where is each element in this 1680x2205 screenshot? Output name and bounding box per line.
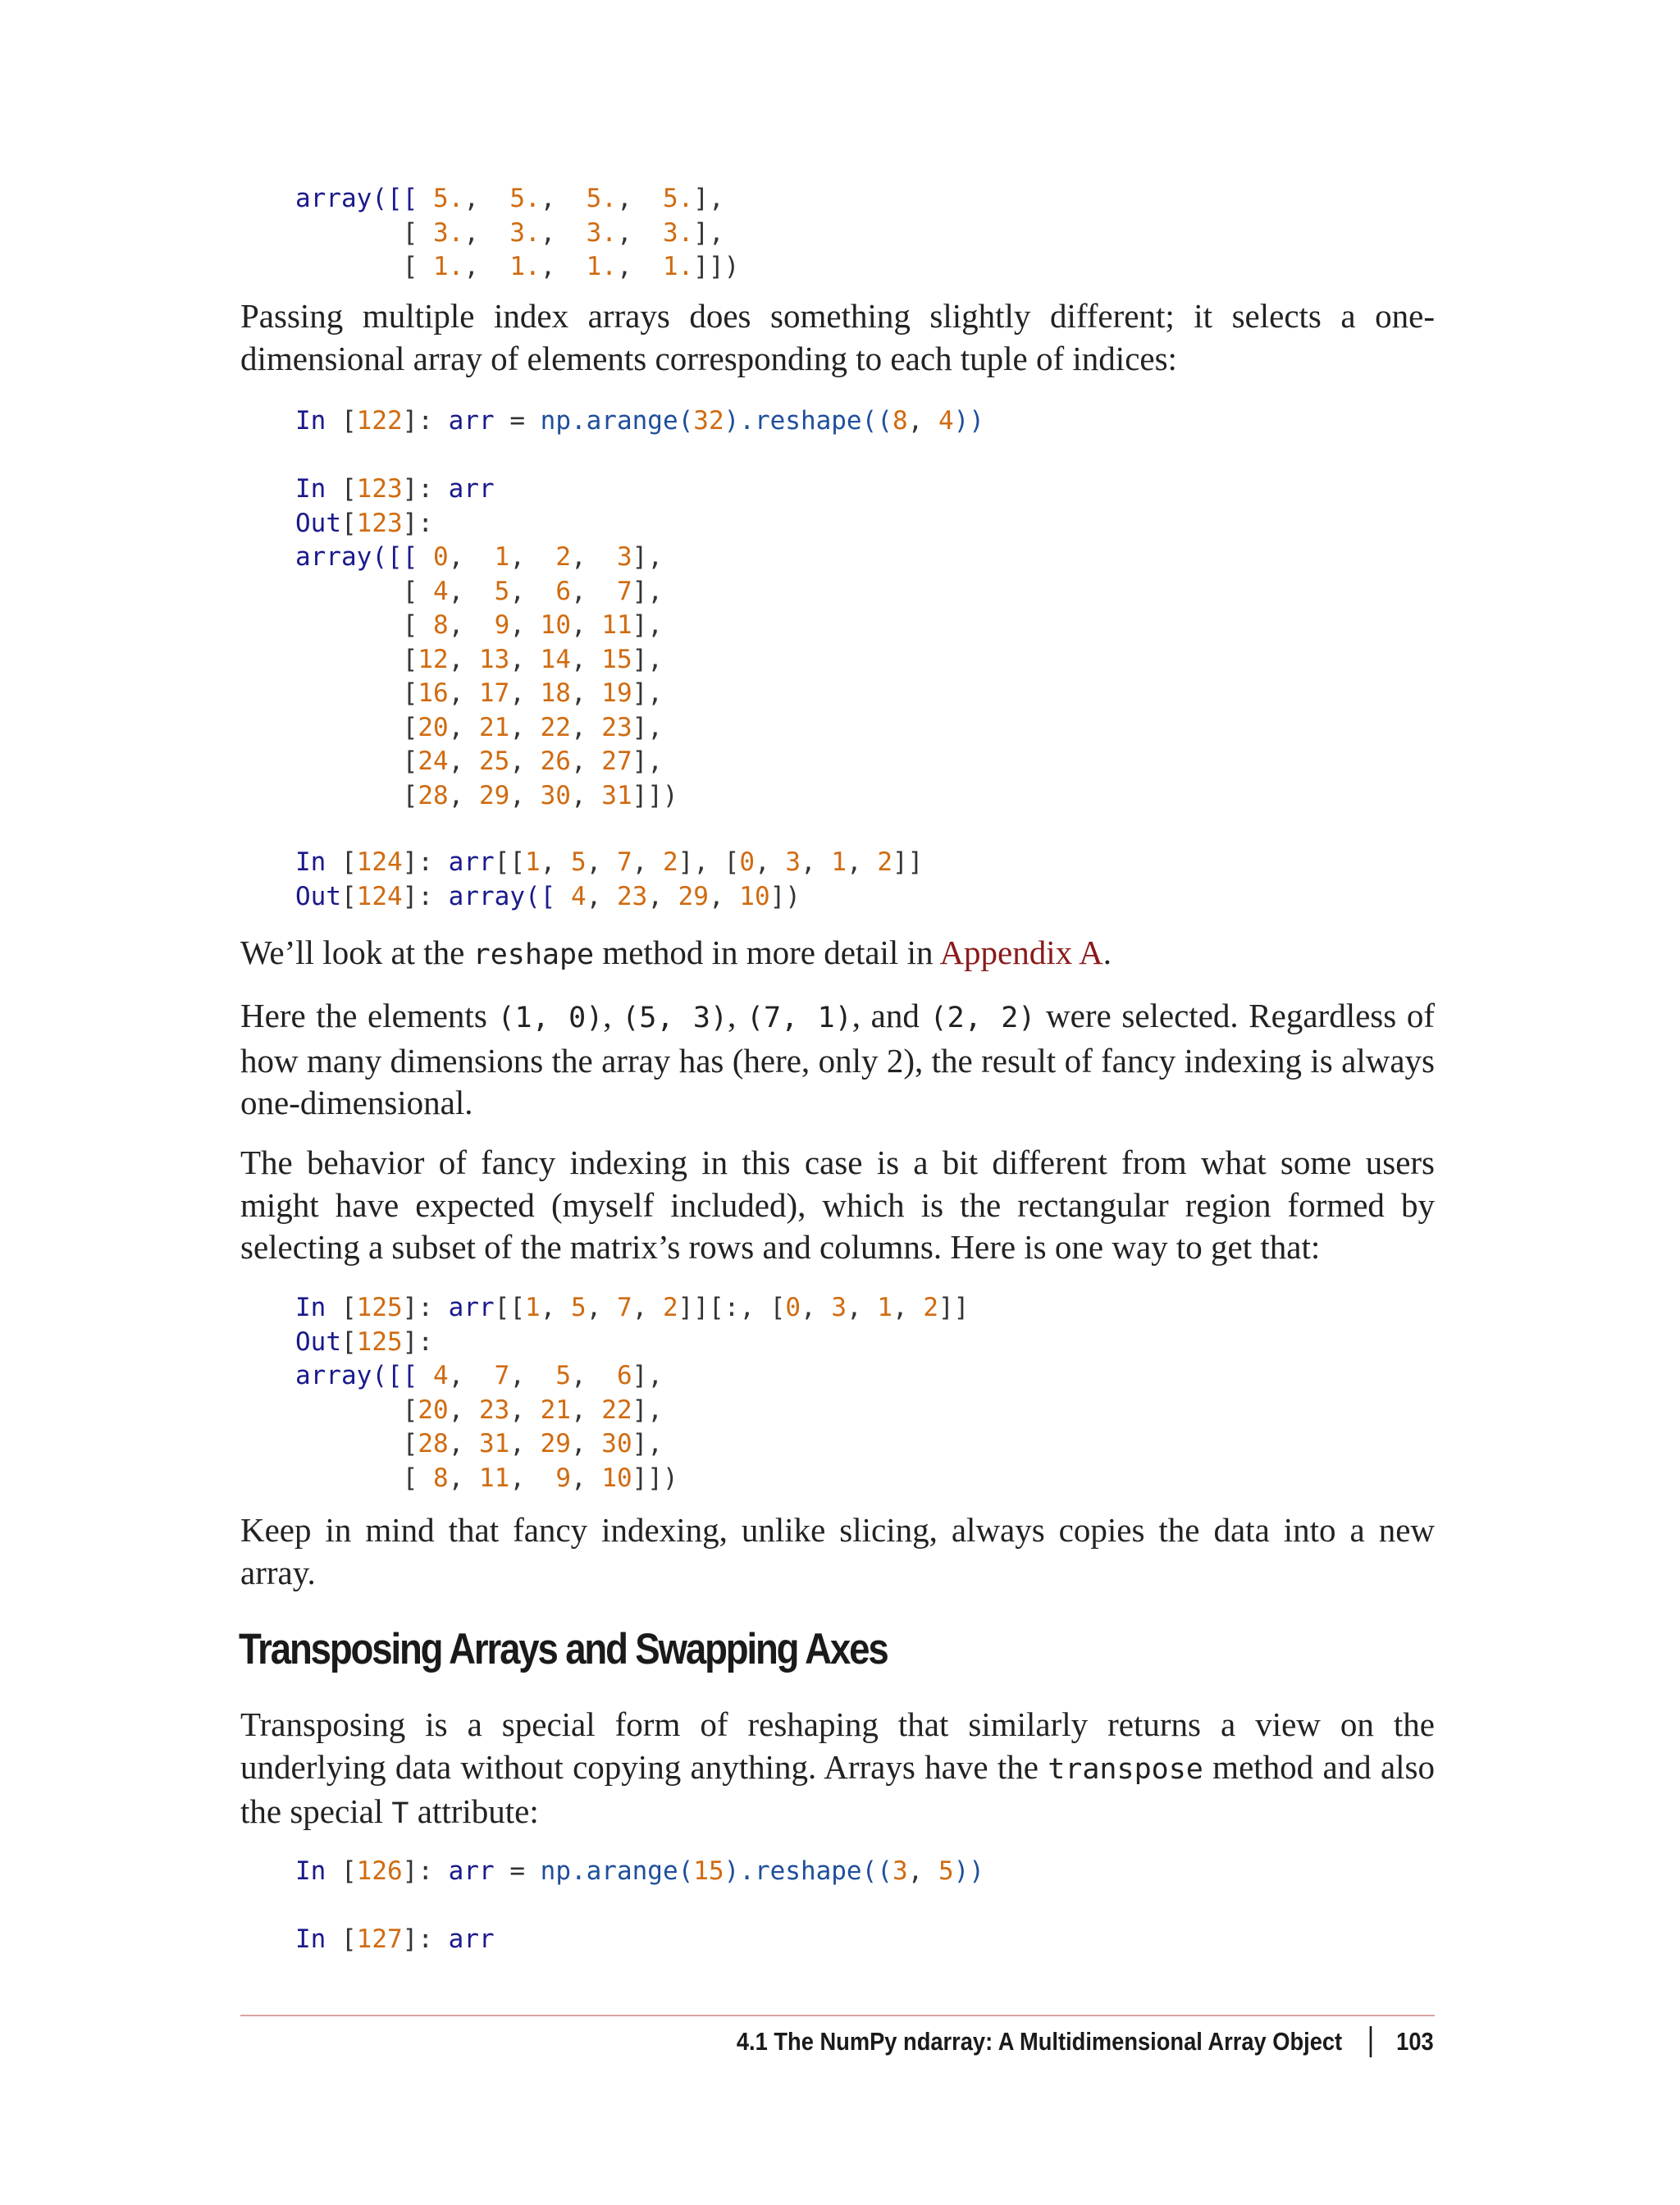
code-line <box>295 745 678 779</box>
code-token: , <box>755 847 786 877</box>
code-token: 122 <box>356 406 403 436</box>
code-token: , <box>448 780 479 810</box>
code-token: 11 <box>601 610 632 640</box>
code-token: ]: <box>402 1326 433 1357</box>
code-token: Out <box>295 881 341 911</box>
code-line <box>295 711 678 746</box>
code-token: ]] <box>892 847 924 877</box>
code-line <box>295 880 923 915</box>
code-token: , <box>509 780 541 810</box>
text-span: method in more detail in <box>594 934 940 971</box>
code-token: ]: <box>402 406 449 436</box>
code-block-in-123 <box>295 472 678 813</box>
code-token: 1. <box>662 252 694 281</box>
code-token: , <box>570 746 602 776</box>
code-token: arr <box>448 1924 495 1954</box>
code-token: , <box>632 1293 663 1322</box>
code-token: ]: <box>402 847 449 877</box>
code-token: 5 <box>571 1293 587 1322</box>
code-token: 5 <box>571 847 587 877</box>
code-token: 4 <box>432 576 449 606</box>
code-token: ]: <box>402 1293 449 1322</box>
code-token: arr <box>448 474 495 504</box>
code-token: 23 <box>601 712 632 742</box>
code-token: ]: <box>402 474 449 504</box>
code-token: 8 <box>432 1463 449 1493</box>
paragraph-fancy-indexing-behavior: The behavior of fancy indexing in this case is a bit different from what some users might have expected (myself included), which is the rectangular region formed by selecting a subset of the matrix’s rows and columns. Here is one way to get that: <box>240 1144 1435 1266</box>
code-token: ).reshape(( <box>724 1856 892 1886</box>
code-token: ], <box>632 576 663 606</box>
code-token: 3. <box>662 217 694 248</box>
code-token: np.arange( <box>540 1856 694 1886</box>
text-span: Here the elements <box>240 997 498 1034</box>
code-line <box>295 250 739 285</box>
code-token: 22 <box>540 712 571 742</box>
code-token: , <box>448 644 479 674</box>
code-token: , <box>616 184 663 213</box>
code-token: 28 <box>418 780 449 810</box>
code-token: 3 <box>892 1856 908 1886</box>
code-token: [ <box>341 847 357 877</box>
code-line <box>295 1291 969 1326</box>
code-token: , <box>586 847 617 877</box>
code-token: , <box>632 847 663 877</box>
code-token: 21 <box>478 712 510 742</box>
code-token: 1 <box>494 542 510 572</box>
code-token: 13 <box>478 644 510 674</box>
code-token: 22 <box>601 1395 632 1425</box>
code-token: 8 <box>432 610 449 640</box>
code-token: , <box>448 542 495 572</box>
code-token: [ <box>341 508 357 538</box>
code-token: , <box>448 1429 479 1459</box>
code-token: 15 <box>693 1856 724 1886</box>
code-token: [ <box>295 746 418 776</box>
code-token: 19 <box>601 678 632 708</box>
code-token: [ <box>341 881 357 911</box>
code-token: 12 <box>418 644 449 674</box>
code-token: ]][:, [ <box>678 1293 786 1322</box>
code-token: [ <box>341 406 357 436</box>
code-token: 0 <box>432 542 449 572</box>
code-token: ]) <box>769 881 801 911</box>
code-token: 1 <box>525 1293 541 1322</box>
code-line <box>295 1326 969 1360</box>
code-token: , <box>509 1429 541 1459</box>
code-token: 3 <box>617 542 632 572</box>
code-token: 3. <box>509 217 541 248</box>
code-token: arr <box>448 847 495 877</box>
code-token: , <box>801 847 832 877</box>
code-token: , <box>448 678 479 708</box>
code-block-in-127 <box>295 1923 495 1957</box>
code-token: ]: <box>402 1924 449 1954</box>
code-token: [ <box>295 576 433 606</box>
code-token: 1 <box>525 847 541 877</box>
text-span: , and <box>851 997 930 1034</box>
text-span: . <box>1102 934 1112 971</box>
appendix-a-link[interactable]: Appendix A <box>939 934 1103 971</box>
text-span: Transposing is a special form of reshaping that similarly returns a view on the underlying data without copying anything. Arrays have the <box>240 1705 1435 1786</box>
code-line <box>295 1923 495 1957</box>
paragraph-transposing <box>240 1704 1435 1836</box>
code-line <box>295 1427 969 1462</box>
code-token: , <box>509 576 556 606</box>
text-span: We’ll look at the <box>240 934 473 971</box>
code-token: 125 <box>356 1293 403 1322</box>
code-token: , <box>586 1293 617 1322</box>
code-token: ], <box>693 217 724 248</box>
code-token: , <box>540 847 571 877</box>
code-token: [ <box>295 1429 418 1459</box>
code-token: 26 <box>540 746 571 776</box>
code-token: ], <box>632 746 663 776</box>
code-token: , <box>847 1293 878 1322</box>
code-block-in-125 <box>295 1291 969 1495</box>
code-block-in-124 <box>295 846 923 914</box>
code-token: 2 <box>923 1293 938 1322</box>
code-token: array([[ <box>295 542 433 572</box>
code-token: 23 <box>616 881 648 911</box>
code-token: , <box>571 576 617 606</box>
code-token: 3 <box>831 1293 847 1322</box>
code-token: , <box>448 746 479 776</box>
code-token: , <box>570 678 602 708</box>
code-token: ], <box>632 644 663 674</box>
paragraph-elements-selected <box>240 995 1435 1125</box>
code-line <box>295 507 678 541</box>
code-line <box>295 541 678 575</box>
code-token: 127 <box>356 1924 403 1954</box>
code-token: , <box>801 1293 832 1322</box>
code-token: = <box>509 1856 541 1886</box>
code-line <box>295 609 678 643</box>
code-token: , <box>448 1463 479 1493</box>
code-token: , <box>509 542 556 572</box>
code-line <box>295 575 678 609</box>
code-token: , <box>448 576 495 606</box>
inline-code-tuple: (5, 3) <box>622 1002 728 1034</box>
code-token: ]: <box>402 1856 449 1886</box>
code-token: ], <box>693 184 724 213</box>
code-token: 23 <box>478 1395 510 1425</box>
code-token: 2 <box>555 542 571 572</box>
code-token: 7 <box>617 847 632 877</box>
code-token: ]]) <box>693 252 740 281</box>
code-token: ]] <box>938 1293 970 1322</box>
inline-code-tuple: (1, 0) <box>497 1002 604 1034</box>
code-token: 0 <box>739 847 755 877</box>
inline-code-tuple: (2, 2) <box>929 1002 1036 1034</box>
code-token: 5. <box>586 184 617 213</box>
inline-code-t: T <box>391 1797 409 1830</box>
code-token: ], <box>632 542 663 572</box>
code-line <box>295 779 678 814</box>
page-footer <box>737 2026 1434 2057</box>
code-token: , <box>570 1395 602 1425</box>
code-token: 1. <box>432 252 464 281</box>
text-span: attribute: <box>409 1792 539 1830</box>
code-token: [ <box>295 780 418 810</box>
code-token: 21 <box>540 1395 571 1425</box>
code-token: 126 <box>356 1856 403 1886</box>
code-token: [ <box>295 678 418 708</box>
code-token: 10 <box>601 1463 632 1493</box>
code-token: 20 <box>418 712 449 742</box>
code-token: , <box>570 712 602 742</box>
footer-section-title: 4.1 The NumPy ndarray: A Multidimensional Array Object <box>737 2027 1343 2056</box>
code-token: array([[ <box>295 184 433 213</box>
code-token: 4 <box>432 1361 449 1390</box>
code-token: 18 <box>540 678 571 708</box>
code-token: 27 <box>601 746 632 776</box>
code-token: 11 <box>478 1463 510 1493</box>
code-token: 125 <box>356 1326 403 1357</box>
code-token: ], <box>632 1361 663 1390</box>
code-token: , <box>463 184 510 213</box>
code-token: arr <box>448 1856 510 1886</box>
code-token: ).reshape(( <box>724 406 892 436</box>
code-token: 31 <box>601 780 632 810</box>
code-token: [ <box>341 1856 357 1886</box>
code-token: 1. <box>509 252 541 281</box>
code-token: [[ <box>494 847 525 877</box>
paragraph-fancy-indexing-copies: Keep in mind that fancy indexing, unlike slicing, always copies the data into a new array. <box>240 1511 1435 1591</box>
code-token: In <box>295 1924 341 1954</box>
code-token: 31 <box>478 1429 510 1459</box>
code-token: ]]) <box>632 1463 678 1493</box>
code-token: , <box>509 610 541 640</box>
code-token: [[ <box>494 1293 525 1322</box>
code-token: ]: <box>402 881 449 911</box>
code-token: , <box>463 217 510 248</box>
code-token: , <box>570 780 602 810</box>
code-token: In <box>295 1293 341 1322</box>
code-token: , <box>616 217 663 248</box>
code-token: , <box>570 644 602 674</box>
code-token: , <box>509 1361 556 1390</box>
code-token: 5. <box>509 184 541 213</box>
code-token: , <box>509 746 541 776</box>
code-token: 8 <box>892 406 908 436</box>
footer-separator <box>1370 2026 1372 2057</box>
code-token: )) <box>953 1856 984 1886</box>
inline-code-transpose: transpose <box>1048 1752 1203 1786</box>
code-token: 9 <box>555 1463 571 1493</box>
code-token: 4 <box>570 881 587 911</box>
code-token: 5 <box>938 1856 954 1886</box>
code-token: 4 <box>938 406 954 436</box>
inline-code-reshape: reshape <box>472 938 595 971</box>
code-token: 9 <box>494 610 510 640</box>
code-token: , <box>570 1429 602 1459</box>
code-token: ], <box>632 610 663 640</box>
code-token: 16 <box>418 678 449 708</box>
code-token: In <box>295 1856 341 1886</box>
code-token: [ <box>295 1463 433 1493</box>
code-token: , <box>571 1361 617 1390</box>
code-line <box>295 677 678 711</box>
code-token: , <box>892 1293 924 1322</box>
code-line <box>295 643 678 678</box>
inline-code-tuple: (7, 1) <box>746 1002 852 1034</box>
code-token: Out <box>295 508 341 538</box>
code-line <box>295 217 739 251</box>
code-token: 7 <box>617 576 632 606</box>
code-token: , <box>509 644 541 674</box>
footer-divider <box>240 2015 1435 2016</box>
code-token: In <box>295 406 341 436</box>
code-token: , <box>907 406 938 436</box>
code-token: [ <box>295 644 418 674</box>
code-token: [ <box>295 1395 418 1425</box>
code-line <box>295 846 923 880</box>
code-token: ], <box>632 678 663 708</box>
code-token: , <box>509 678 541 708</box>
code-token: [ <box>341 1924 357 1954</box>
code-token: )) <box>953 406 984 436</box>
code-token: 123 <box>356 508 403 538</box>
code-token: , <box>570 1463 602 1493</box>
code-token: 2 <box>663 847 678 877</box>
code-token: 28 <box>418 1429 449 1459</box>
code-token: , <box>448 712 479 742</box>
code-token: [ <box>341 1326 357 1357</box>
code-line <box>295 1359 969 1394</box>
code-token: arr <box>448 1293 495 1322</box>
code-token: , <box>540 217 587 248</box>
code-token: 20 <box>418 1395 449 1425</box>
code-token: 7 <box>494 1361 510 1390</box>
code-token: ], <box>632 712 663 742</box>
code-token: , <box>708 881 740 911</box>
code-token: 29 <box>678 881 709 911</box>
code-token: , <box>509 712 541 742</box>
code-token: , <box>847 847 878 877</box>
code-token: , <box>570 610 602 640</box>
code-token: , <box>448 1395 479 1425</box>
code-token: 5 <box>494 576 510 606</box>
code-token: [ <box>295 712 418 742</box>
code-token: , <box>448 1361 495 1390</box>
code-token: ], [ <box>678 847 740 877</box>
code-token: [ <box>341 474 357 504</box>
code-token: , <box>448 610 495 640</box>
code-token: In <box>295 847 341 877</box>
code-token: array([[ <box>295 1361 433 1390</box>
code-token: arr <box>448 406 510 436</box>
code-line <box>295 1394 969 1428</box>
code-token: 6 <box>617 1361 632 1390</box>
text-span: , <box>603 997 623 1034</box>
code-token: [ <box>341 1293 357 1322</box>
code-token: In <box>295 474 341 504</box>
text-span: were selected. Regardless of how many dimensions the array has (here, only 2), the result of fancy indexing is always one-dimensional. <box>240 997 1435 1121</box>
code-block-array-fives <box>295 182 739 285</box>
code-token: 1 <box>877 1293 892 1322</box>
code-token: Out <box>295 1326 341 1357</box>
code-line <box>295 404 984 439</box>
text-span: , <box>728 997 746 1034</box>
code-block-in-126 <box>295 1855 984 1889</box>
code-token: 124 <box>356 847 403 877</box>
code-token: , <box>509 1395 541 1425</box>
code-token: 25 <box>478 746 510 776</box>
text-span: method and also the special <box>240 1747 1435 1830</box>
code-token: 15 <box>601 644 632 674</box>
code-token: 3. <box>432 217 464 248</box>
code-token: , <box>509 1463 556 1493</box>
code-token: , <box>586 881 617 911</box>
code-token: [ <box>295 610 433 640</box>
code-token: [ <box>295 217 433 248</box>
code-token: 32 <box>693 406 724 436</box>
code-token: 10 <box>540 610 571 640</box>
code-token: , <box>540 184 587 213</box>
code-token: 2 <box>663 1293 678 1322</box>
code-token: 7 <box>617 1293 632 1322</box>
code-token: 124 <box>356 881 403 911</box>
code-token: 5 <box>555 1361 571 1390</box>
code-token: 14 <box>540 644 571 674</box>
code-token: 1 <box>831 847 847 877</box>
code-token: [ <box>295 252 433 281</box>
code-token: np.arange( <box>540 406 694 436</box>
code-token: array([ <box>448 881 571 911</box>
code-token: , <box>540 1293 571 1322</box>
code-token: , <box>647 881 678 911</box>
code-block-in-122 <box>295 404 984 439</box>
code-token: 3. <box>586 217 617 248</box>
section-heading: Transposing Arrays and Swapping Axes <box>239 1625 888 1673</box>
code-line <box>295 182 739 217</box>
code-line <box>295 472 678 507</box>
code-token: 1. <box>586 252 617 281</box>
code-token: 29 <box>478 780 510 810</box>
code-token: 30 <box>601 1429 632 1459</box>
code-token: , <box>571 542 617 572</box>
page-number: 103 <box>1396 2027 1434 2056</box>
code-line <box>295 1462 969 1496</box>
code-token: , <box>616 252 663 281</box>
code-token: ], <box>632 1429 663 1459</box>
code-token: ]: <box>402 508 433 538</box>
code-token: 10 <box>739 881 770 911</box>
code-token: 3 <box>785 847 801 877</box>
code-token: ], <box>632 1395 663 1425</box>
code-token: 123 <box>356 474 403 504</box>
code-token: 2 <box>877 847 892 877</box>
code-token: 6 <box>555 576 571 606</box>
code-token: ]]) <box>632 780 678 810</box>
code-line <box>295 1855 984 1889</box>
paragraph-multiple-index-arrays: Passing multiple index arrays does something slightly different; it selects a one-dimensional array of elements corresponding to each tuple of indices: <box>240 297 1435 377</box>
code-token: 30 <box>540 780 571 810</box>
code-token: 5. <box>662 184 694 213</box>
code-token: 5. <box>432 184 464 213</box>
code-token: , <box>907 1856 938 1886</box>
code-token: 24 <box>418 746 449 776</box>
code-token: 17 <box>478 678 510 708</box>
code-token: 29 <box>540 1429 571 1459</box>
paragraph-reshape-appendix <box>240 932 1435 977</box>
code-token: 0 <box>785 1293 801 1322</box>
code-token: = <box>509 406 541 436</box>
code-token: , <box>540 252 587 281</box>
code-token: , <box>463 252 510 281</box>
